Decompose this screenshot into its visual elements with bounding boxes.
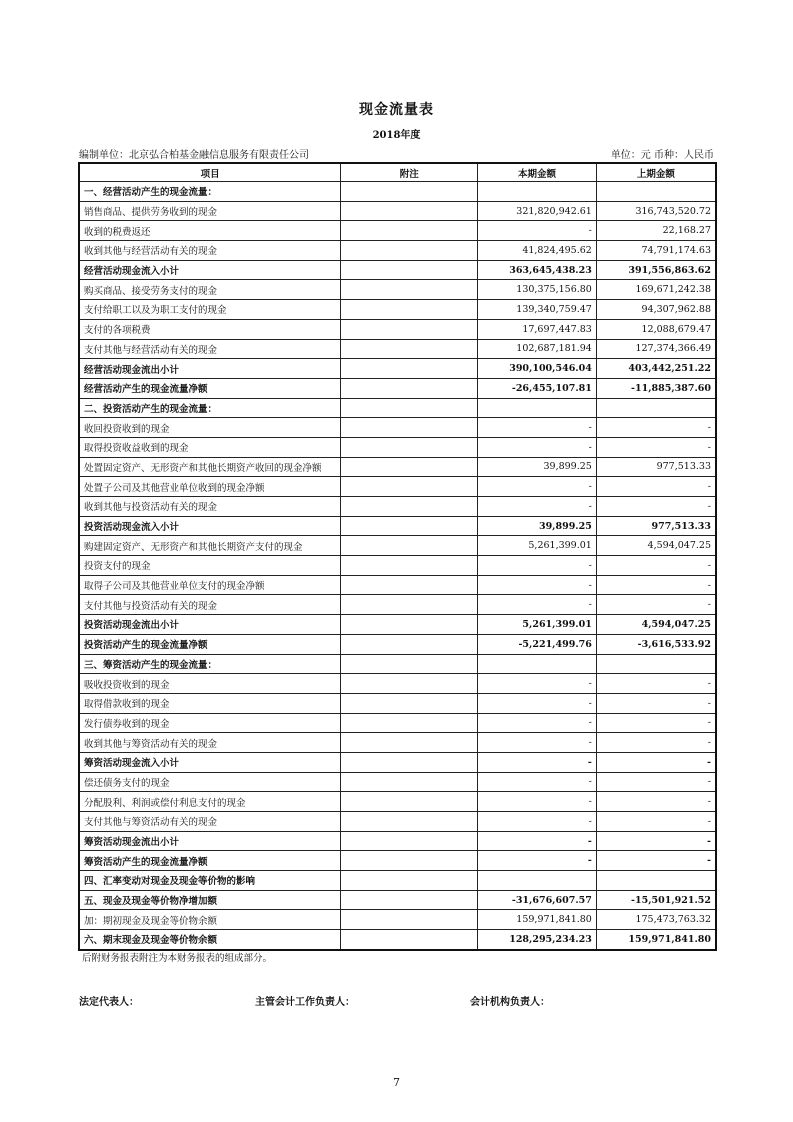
row-current-amount: - — [478, 772, 597, 792]
row-label: 经营活动产生的现金流量净额 — [79, 378, 341, 398]
row-current-amount: - — [478, 831, 597, 851]
table-row — [79, 418, 716, 438]
row-note — [341, 319, 478, 339]
row-current-amount: - — [478, 693, 597, 713]
row-note — [341, 831, 478, 851]
row-previous-amount: 391,556,863.62 — [596, 260, 716, 280]
row-previous-amount: 74,791,174.63 — [596, 241, 716, 261]
row-label: 投资活动产生的现金流量净额 — [79, 634, 341, 654]
row-current-amount — [478, 182, 597, 202]
row-label: 一、经营活动产生的现金流量： — [79, 182, 341, 202]
row-current-amount: - — [478, 713, 597, 733]
row-current-amount: 102,687,181.94 — [478, 339, 597, 359]
row-current-amount: 363,645,438.23 — [478, 260, 597, 280]
row-label: 四、汇率变动对现金及现金等价物的影响 — [79, 871, 341, 891]
row-current-amount — [478, 654, 597, 674]
table-row — [79, 752, 716, 772]
table-row — [79, 497, 716, 517]
footnote: 后附财务报表附注为本财务报表的组成部分。 — [82, 953, 273, 964]
row-label: 收回投资收到的现金 — [79, 418, 341, 438]
row-current-amount: 39,899.25 — [478, 516, 597, 536]
row-current-amount: 128,295,234.23 — [478, 930, 597, 950]
row-label: 六、期末现金及现金等价物余额 — [79, 930, 341, 950]
row-previous-amount: - — [596, 831, 716, 851]
row-label: 筹资活动产生的现金流量净额 — [79, 851, 341, 871]
row-previous-amount: -11,885,387.60 — [596, 378, 716, 398]
row-note — [341, 280, 478, 300]
row-previous-amount: - — [596, 713, 716, 733]
currency-unit: 单位：元 币种：人民币 — [610, 150, 714, 161]
row-previous-amount: 977,513.33 — [596, 516, 716, 536]
table-row — [79, 733, 716, 753]
page-number: 7 — [393, 1076, 400, 1089]
row-label: 支付的各项税费 — [79, 319, 341, 339]
row-current-amount: 130,375,156.80 — [478, 280, 597, 300]
row-previous-amount: - — [596, 733, 716, 753]
table-row — [79, 300, 716, 320]
row-label: 取得借款收到的现金 — [79, 693, 341, 713]
table-row — [79, 182, 716, 202]
row-previous-amount: 403,442,251.22 — [596, 359, 716, 379]
row-label: 偿还债务支付的现金 — [79, 772, 341, 792]
row-label: 投资活动现金流出小计 — [79, 615, 341, 635]
table-row — [79, 319, 716, 339]
row-note — [341, 910, 478, 930]
row-note — [341, 752, 478, 772]
row-previous-amount: - — [596, 812, 716, 832]
row-label: 五、现金及现金等价物净增加额 — [79, 890, 341, 910]
legal-representative-label: 法定代表人： — [79, 997, 139, 1008]
accounting-head-label: 主管会计工作负责人： — [255, 997, 355, 1008]
row-previous-amount: - — [596, 497, 716, 517]
table-body — [79, 182, 716, 950]
row-current-amount: 5,261,399.01 — [478, 536, 597, 556]
row-label: 三、筹资活动产生的现金流量： — [79, 654, 341, 674]
row-label: 取得子公司及其他营业单位支付的现金净额 — [79, 575, 341, 595]
table-row — [79, 674, 716, 694]
table-row — [79, 890, 716, 910]
row-note — [341, 772, 478, 792]
row-label: 经营活动现金流出小计 — [79, 359, 341, 379]
row-label: 销售商品、提供劳务收到的现金 — [79, 201, 341, 221]
row-current-amount: - — [478, 556, 597, 576]
company-name: 编制单位：北京弘合柏基金融信息服务有限责任公司 — [79, 150, 309, 161]
row-current-amount: 159,971,841.80 — [478, 910, 597, 930]
row-note — [341, 575, 478, 595]
row-previous-amount: 316,743,520.72 — [596, 201, 716, 221]
header-note: 附注 — [341, 163, 478, 182]
header-previous: 上期金额 — [596, 163, 716, 182]
row-label: 投资活动现金流入小计 — [79, 516, 341, 536]
row-previous-amount: -15,501,921.52 — [596, 890, 716, 910]
row-current-amount: - — [478, 497, 597, 517]
table-row — [79, 280, 716, 300]
row-current-amount: 41,824,495.62 — [478, 241, 597, 261]
row-current-amount: - — [478, 733, 597, 753]
cash-flow-table — [78, 162, 717, 951]
table-row — [79, 654, 716, 674]
row-current-amount — [478, 398, 597, 418]
row-previous-amount: 127,374,366.49 — [596, 339, 716, 359]
row-note — [341, 457, 478, 477]
row-previous-amount: 977,513.33 — [596, 457, 716, 477]
row-label: 收到其他与筹资活动有关的现金 — [79, 733, 341, 753]
table-row — [79, 457, 716, 477]
row-label: 二、投资活动产生的现金流量： — [79, 398, 341, 418]
row-note — [341, 536, 478, 556]
row-label: 购建固定资产、无形资产和其他长期资产支付的现金 — [79, 536, 341, 556]
row-previous-amount: 175,473,763.32 — [596, 910, 716, 930]
row-label: 取得投资收益收到的现金 — [79, 437, 341, 457]
row-label: 购买商品、接受劳务支付的现金 — [79, 280, 341, 300]
row-previous-amount — [596, 654, 716, 674]
row-note — [341, 615, 478, 635]
row-previous-amount — [596, 871, 716, 891]
table-row — [79, 378, 716, 398]
row-note — [341, 733, 478, 753]
row-note — [341, 437, 478, 457]
row-previous-amount — [596, 182, 716, 202]
table-row — [79, 930, 716, 950]
row-previous-amount: - — [596, 437, 716, 457]
table-row — [79, 792, 716, 812]
header-item: 项目 — [79, 163, 341, 182]
table-row — [79, 634, 716, 654]
row-previous-amount — [596, 398, 716, 418]
header-current: 本期金额 — [478, 163, 597, 182]
table-row — [79, 477, 716, 497]
row-previous-amount: - — [596, 851, 716, 871]
row-note — [341, 182, 478, 202]
row-label: 吸收投资收到的现金 — [79, 674, 341, 694]
table-row — [79, 831, 716, 851]
table-row — [79, 201, 716, 221]
table-row — [79, 693, 716, 713]
table-row — [79, 910, 716, 930]
page-title: 现金流量表 — [359, 102, 434, 118]
row-previous-amount: - — [596, 418, 716, 438]
row-note — [341, 654, 478, 674]
table-row — [79, 241, 716, 261]
row-current-amount: -31,676,607.57 — [478, 890, 597, 910]
row-label: 收到其他与投资活动有关的现金 — [79, 497, 341, 517]
row-note — [341, 378, 478, 398]
table-row — [79, 812, 716, 832]
row-previous-amount: - — [596, 674, 716, 694]
row-note — [341, 890, 478, 910]
table-row — [79, 398, 716, 418]
row-current-amount: - — [478, 221, 597, 241]
row-previous-amount: - — [596, 595, 716, 615]
row-current-amount: 139,340,759.47 — [478, 300, 597, 320]
row-note — [341, 693, 478, 713]
row-note — [341, 201, 478, 221]
row-label: 发行债券收到的现金 — [79, 713, 341, 733]
table-row — [79, 772, 716, 792]
row-note — [341, 930, 478, 950]
row-current-amount: - — [478, 437, 597, 457]
table-row — [79, 536, 716, 556]
row-current-amount: 39,899.25 — [478, 457, 597, 477]
row-note — [341, 221, 478, 241]
row-label: 分配股利、利润或偿付利息支付的现金 — [79, 792, 341, 812]
row-note — [341, 516, 478, 536]
row-note — [341, 812, 478, 832]
row-note — [341, 359, 478, 379]
row-current-amount: -26,455,107.81 — [478, 378, 597, 398]
row-current-amount: - — [478, 595, 597, 615]
row-current-amount: 5,261,399.01 — [478, 615, 597, 635]
row-note — [341, 497, 478, 517]
row-current-amount: - — [478, 792, 597, 812]
row-previous-amount: 4,594,047.25 — [596, 536, 716, 556]
row-label: 支付其他与经营活动有关的现金 — [79, 339, 341, 359]
row-previous-amount: - — [596, 772, 716, 792]
row-label: 处置子公司及其他营业单位收到的现金净额 — [79, 477, 341, 497]
row-note — [341, 674, 478, 694]
row-previous-amount: -3,616,533.92 — [596, 634, 716, 654]
row-current-amount: - — [478, 418, 597, 438]
row-previous-amount: 94,307,962.88 — [596, 300, 716, 320]
row-current-amount: -5,221,499.76 — [478, 634, 597, 654]
row-previous-amount: 22,168.27 — [596, 221, 716, 241]
row-current-amount: 321,820,942.61 — [478, 201, 597, 221]
table-row — [79, 516, 716, 536]
row-current-amount: - — [478, 752, 597, 772]
table-row — [79, 615, 716, 635]
row-previous-amount: - — [596, 556, 716, 576]
row-note — [341, 477, 478, 497]
table-row — [79, 339, 716, 359]
table-row — [79, 871, 716, 891]
report-year: 2018年度 — [372, 130, 421, 141]
row-previous-amount: 4,594,047.25 — [596, 615, 716, 635]
row-label: 收到其他与经营活动有关的现金 — [79, 241, 341, 261]
table-row — [79, 575, 716, 595]
table-row — [79, 260, 716, 280]
row-note — [341, 634, 478, 654]
row-previous-amount: - — [596, 752, 716, 772]
row-previous-amount: - — [596, 792, 716, 812]
row-note — [341, 260, 478, 280]
table-row — [79, 437, 716, 457]
row-current-amount: 17,697,447.83 — [478, 319, 597, 339]
row-note — [341, 595, 478, 615]
row-previous-amount: 159,971,841.80 — [596, 930, 716, 950]
row-current-amount: 390,100,546.04 — [478, 359, 597, 379]
row-note — [341, 871, 478, 891]
row-current-amount: - — [478, 477, 597, 497]
table-header-row — [79, 163, 716, 182]
row-label: 处置固定资产、无形资产和其他长期资产收回的现金净额 — [79, 457, 341, 477]
table-row — [79, 359, 716, 379]
row-label: 收到的税费返还 — [79, 221, 341, 241]
row-current-amount: - — [478, 575, 597, 595]
accounting-org-head-label: 会计机构负责人： — [470, 997, 550, 1008]
row-label: 投资支付的现金 — [79, 556, 341, 576]
row-note — [341, 792, 478, 812]
row-current-amount: - — [478, 674, 597, 694]
row-note — [341, 851, 478, 871]
row-label: 筹资活动现金流入小计 — [79, 752, 341, 772]
row-note — [341, 556, 478, 576]
row-label: 加：期初现金及现金等价物余额 — [79, 910, 341, 930]
table-row — [79, 595, 716, 615]
row-label: 支付其他与筹资活动有关的现金 — [79, 812, 341, 832]
table-row — [79, 556, 716, 576]
row-current-amount: - — [478, 812, 597, 832]
row-current-amount — [478, 871, 597, 891]
row-previous-amount: - — [596, 575, 716, 595]
row-previous-amount: - — [596, 693, 716, 713]
row-previous-amount: 169,671,242.38 — [596, 280, 716, 300]
row-note — [341, 300, 478, 320]
row-note — [341, 713, 478, 733]
row-label: 经营活动现金流入小计 — [79, 260, 341, 280]
row-label: 支付给职工以及为职工支付的现金 — [79, 300, 341, 320]
row-note — [341, 398, 478, 418]
row-current-amount: - — [478, 851, 597, 871]
table-row — [79, 221, 716, 241]
row-label: 支付其他与投资活动有关的现金 — [79, 595, 341, 615]
row-note — [341, 339, 478, 359]
table-row — [79, 851, 716, 871]
row-previous-amount: 12,088,679.47 — [596, 319, 716, 339]
row-note — [341, 241, 478, 261]
row-label: 筹资活动现金流出小计 — [79, 831, 341, 851]
row-note — [341, 418, 478, 438]
row-previous-amount: - — [596, 477, 716, 497]
table-row — [79, 713, 716, 733]
